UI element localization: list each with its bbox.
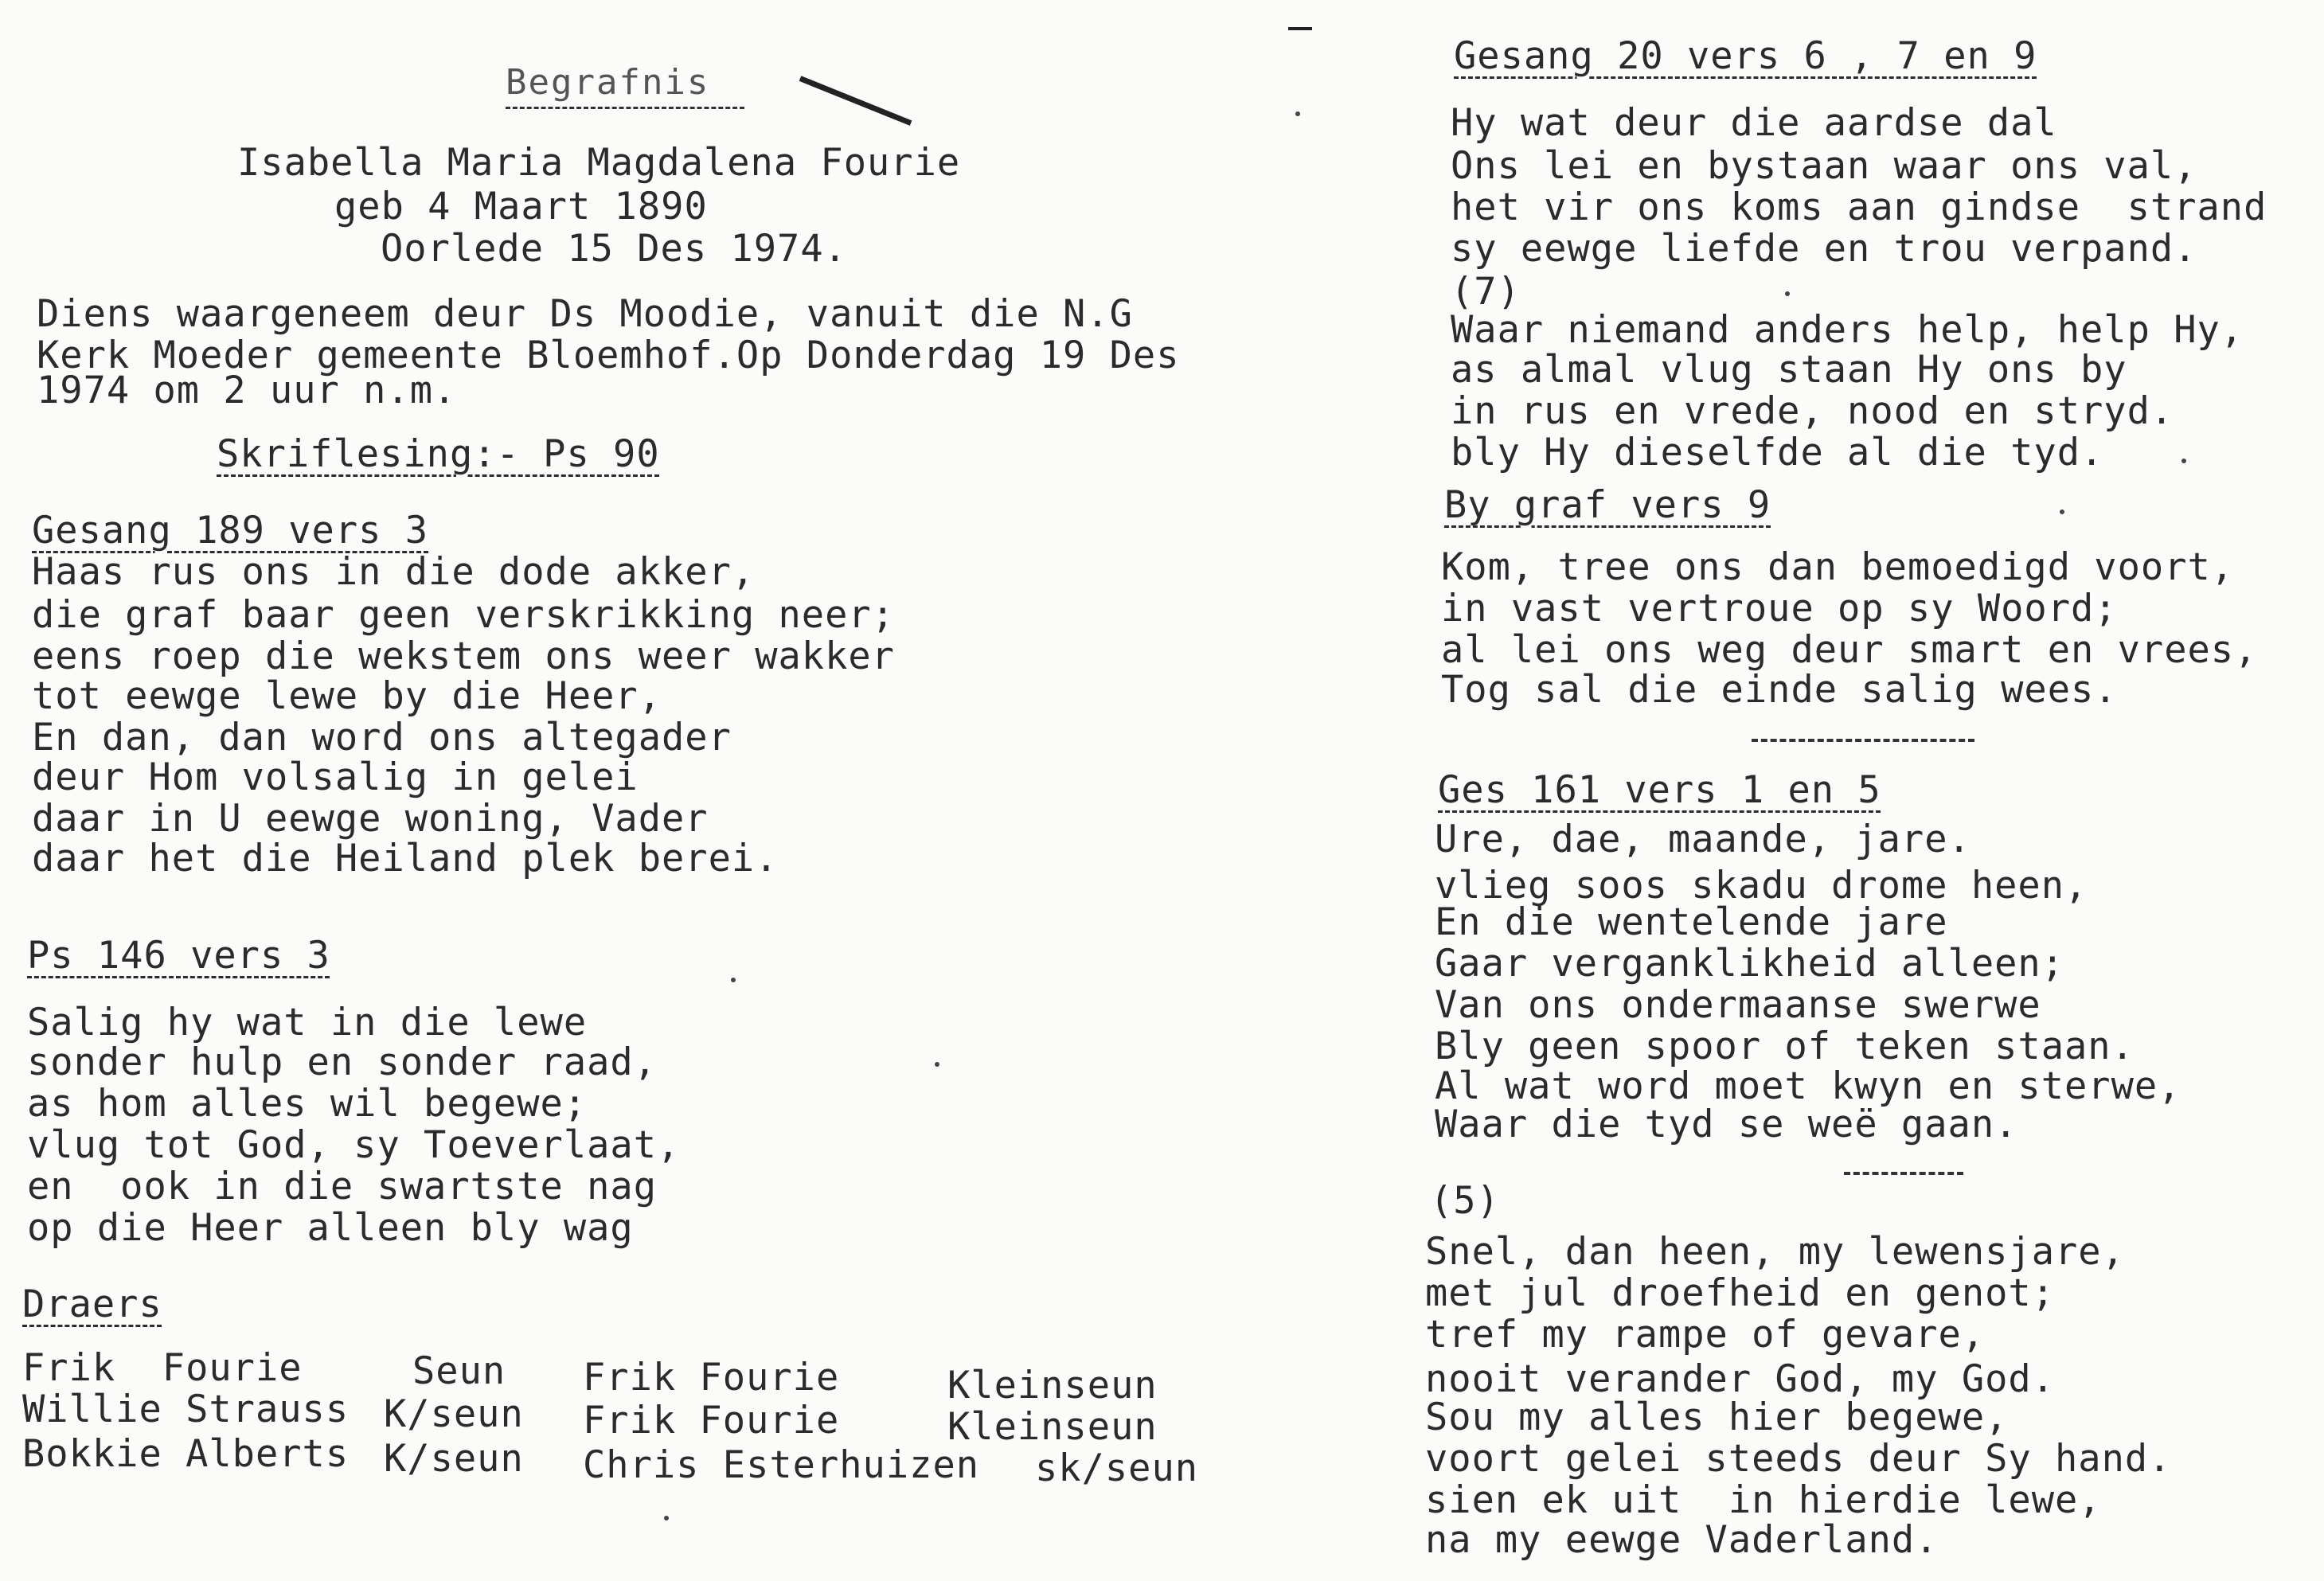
scan-speck xyxy=(1785,291,1790,296)
hymn-20-line: sy eewge liefde en trou verpand. xyxy=(1451,227,2197,271)
verse-5-line: met jul droefheid en genot; xyxy=(1425,1271,2056,1315)
verse-5-line: sien ek uit in hierdie lewe, xyxy=(1425,1478,2102,1522)
bearer-relation: K/seun xyxy=(384,1392,524,1436)
grave-line: in vast vertroue op sy Woord; xyxy=(1441,587,2118,630)
section-divider xyxy=(1844,1172,1963,1175)
bearer-name: Frik Fourie xyxy=(583,1399,840,1442)
verse-5-line: na my eewge Vaderland. xyxy=(1425,1518,1939,1562)
bearers-heading: Draers xyxy=(22,1282,162,1326)
hymn-189-line: die graf baar geen verskrikking neer; xyxy=(32,593,895,637)
verse-5-line: tref my rampe of gevare, xyxy=(1425,1313,1986,1357)
verse-5-label: (5) xyxy=(1430,1179,1500,1223)
hymn-20-line: Ons lei en bystaan waar ons val, xyxy=(1451,144,2197,188)
verse-7-line: as almal vlug staan Hy ons by xyxy=(1451,348,2127,392)
bearer-relation: K/seun xyxy=(384,1437,524,1481)
psalm-146-line: Salig hy wat in die lewe xyxy=(27,1001,588,1044)
psalm-146-heading: Ps 146 vers 3 xyxy=(27,934,330,978)
hymn-161-line: Gaar verganklikheid alleen; xyxy=(1435,942,2065,986)
hymn-189-line: En dan, dan word ons altegader xyxy=(32,716,732,759)
scan-speck xyxy=(664,1516,669,1520)
death-date: Oorlede 15 Des 1974. xyxy=(381,227,847,271)
hymn-161-line: En die wentelende jare xyxy=(1435,900,1948,944)
service-line-2: Kerk Moeder gemeente Bloemhof.Op Donderdag 19 Des xyxy=(37,334,1180,377)
hymn-161-heading: Ges 161 vers 1 en 5 xyxy=(1438,768,1881,812)
bearer-name: Chris Esterhuizen xyxy=(583,1443,980,1487)
psalm-146-line: en ook in die swartste nag xyxy=(27,1165,658,1208)
hymn-189-line: deur Hom volsalig in gelei xyxy=(32,755,639,799)
bearer-name: Willie Strauss xyxy=(22,1388,350,1431)
program-title: Begrafnis xyxy=(506,62,710,103)
bearer-relation: Kleinseun xyxy=(947,1364,1158,1407)
hymn-161-line: Bly geen spoor of teken staan. xyxy=(1435,1025,2135,1068)
scan-speck xyxy=(1295,111,1300,116)
verse-7-line: Waar niemand anders help, help Hy, xyxy=(1451,308,2244,352)
verse-5-line: Sou my alles hier begewe, xyxy=(1425,1396,2009,1439)
hymn-161-line: Waar die tyd se weë gaan. xyxy=(1435,1103,2018,1146)
deceased-name: Isabella Maria Magdalena Fourie xyxy=(237,141,961,185)
verse-7-label: (7) xyxy=(1451,270,1521,314)
hymn-189-heading: Gesang 189 vers 3 xyxy=(32,509,429,552)
bearer-relation: Kleinseun xyxy=(947,1405,1158,1449)
bearer-name: Frik Fourie xyxy=(583,1356,840,1399)
scan-speck xyxy=(731,978,736,982)
verse-7-line: bly Hy dieselfde al die tyd. xyxy=(1451,431,2104,474)
bearer-name: Frik Fourie xyxy=(22,1346,303,1390)
scan-speck xyxy=(2181,459,2186,463)
verse-5-line: nooit verander God, my God. xyxy=(1425,1357,2056,1401)
bearer-name: Bokkie Alberts xyxy=(22,1432,350,1476)
title-underline xyxy=(506,107,744,109)
hymn-161-line: Ure, dae, maande, jare. xyxy=(1435,818,1971,861)
hymn-20-heading: Gesang 20 vers 6 , 7 en 9 xyxy=(1454,34,2037,78)
ink-stroke xyxy=(799,76,912,126)
hymn-189-line: eens roep die wekstem ons weer wakker xyxy=(32,634,895,678)
ink-dash xyxy=(1288,27,1312,30)
hymn-20-line: het vir ons koms aan gindse strand xyxy=(1451,185,2267,229)
psalm-146-line: op die Heer alleen bly wag xyxy=(27,1206,634,1250)
psalm-146-line: as hom alles wil begewe; xyxy=(27,1082,588,1126)
scripture-reading: Skriflesing:- Ps 90 xyxy=(217,432,660,476)
hymn-189-line: Haas rus ons in die dode akker, xyxy=(32,550,756,594)
grave-line: Kom, tree ons dan bemoedigd voort, xyxy=(1441,545,2235,589)
birth-date: geb 4 Maart 1890 xyxy=(334,185,708,228)
section-divider xyxy=(1752,739,1974,742)
grave-line: Tog sal die einde salig wees. xyxy=(1441,668,2118,712)
hymn-189-line: tot eewge lewe by die Heer, xyxy=(32,674,662,718)
service-line-3: 1974 om 2 uur n.m. xyxy=(37,369,457,412)
hymn-20-line: Hy wat deur die aardse dal xyxy=(1451,101,2057,145)
hymn-189-line: daar het die Heiland plek berei. xyxy=(32,837,779,880)
verse-7-line: in rus en vrede, nood en stryd. xyxy=(1451,389,2174,433)
hymn-161-line: vlieg soos skadu drome heen, xyxy=(1435,864,2088,908)
grave-heading: By graf vers 9 xyxy=(1444,483,1771,527)
bearer-relation: sk/seun xyxy=(1035,1446,1199,1490)
bearer-relation: Seun xyxy=(412,1349,506,1393)
verse-5-line: voort gelei steeds deur Sy hand. xyxy=(1425,1437,2172,1481)
verse-5-line: Snel, dan heen, my lewensjare, xyxy=(1425,1230,2125,1274)
scan-speck xyxy=(2060,509,2064,514)
hymn-161-line: Al wat word moet kwyn en sterwe, xyxy=(1435,1064,2181,1108)
psalm-146-line: vlug tot God, sy Toeverlaat, xyxy=(27,1123,681,1167)
service-line-1: Diens waargeneem deur Ds Moodie, vanuit die N.G xyxy=(37,292,1133,336)
grave-line: al lei ons weg deur smart en vrees, xyxy=(1441,628,2258,672)
hymn-161-line: Van ons ondermaanse swerwe xyxy=(1435,983,2041,1027)
scan-speck xyxy=(935,1062,939,1067)
hymn-189-line: daar in U eewge woning, Vader xyxy=(32,797,709,841)
psalm-146-line: sonder hulp en sonder raad, xyxy=(27,1040,658,1084)
